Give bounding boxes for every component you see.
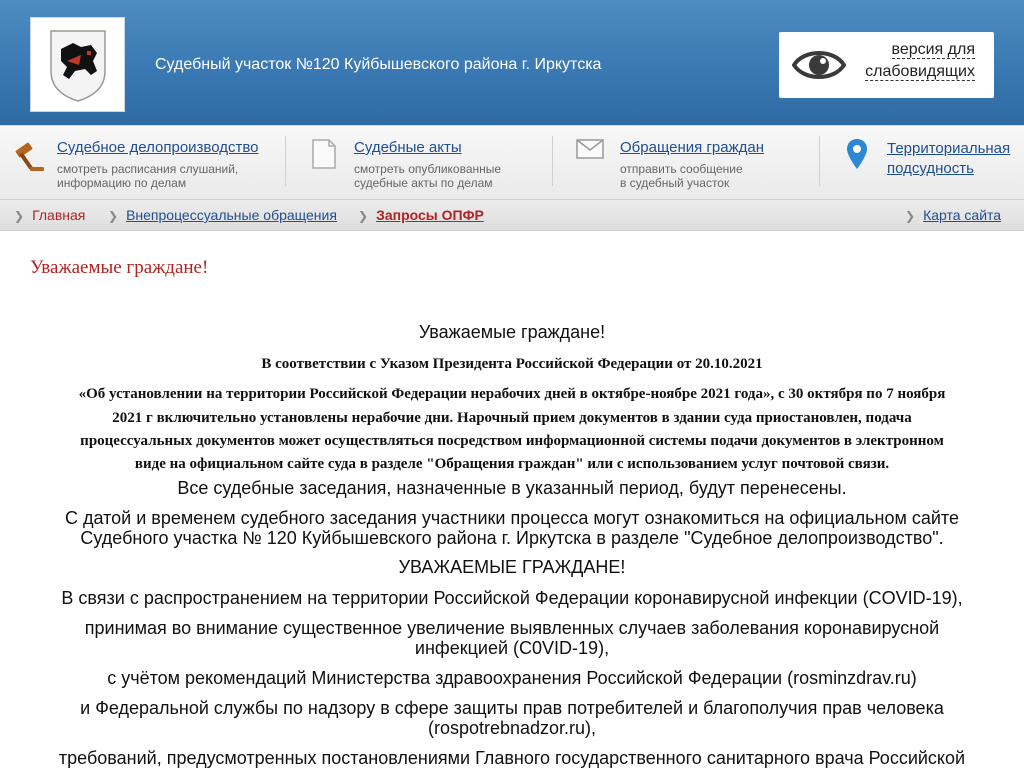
gavel-icon <box>12 140 46 174</box>
nav-divider <box>819 136 820 186</box>
notice-text: Судебного участка № 120 Куйбышевского района г. Иркутска в разделе "Судебное делопроизводство". <box>80 528 944 548</box>
notice-text: принимая во внимание существенное увеличение выявленных случаев заболевания коронавирусной <box>84 618 940 638</box>
breadcrumb-current[interactable]: ❯ Запросы ОПФР <box>358 207 484 223</box>
nav-judicial-proceedings-link[interactable]: Судебное делопроизводство <box>57 139 259 156</box>
notice-text: и Федеральной службы по надзору в сфере защиты прав потребителей и благополучия прав человека <box>80 698 944 718</box>
site-title: Судебный участок №120 Куйбышевского района г. Иркутска <box>155 56 602 73</box>
nav-judicial-proceedings-desc: смотреть расписания слушаний, информацию по делам <box>57 162 239 190</box>
envelope-icon <box>576 139 604 159</box>
eye-icon <box>792 45 846 85</box>
page-title: Уважаемые граждане! <box>30 257 209 278</box>
nav-citizen-appeals-link[interactable]: Обращения граждан <box>620 139 764 156</box>
low-vision-version-button[interactable] <box>779 32 994 98</box>
chevron-right-icon: ❯ <box>14 209 25 223</box>
nav-citizen-appeals-desc: отправить сообщение в судебный участок <box>620 162 743 190</box>
document-icon <box>311 138 337 170</box>
notice-heading: УВАЖАЕМЫЕ ГРАЖДАНЕ! <box>398 557 626 577</box>
notice-text: инфекцией (C0VID-19), <box>414 638 610 658</box>
site-header <box>0 0 1024 125</box>
notice-text: В соответствии с Указом Президента Российской Федерации от 20.10.2021 <box>261 356 763 372</box>
coat-of-arms-icon <box>47 27 109 103</box>
notice-text: (rospotrebnadzor.ru), <box>427 718 597 738</box>
nav-territorial-jurisdiction-link[interactable]: Территориальная подсудность <box>887 140 1011 177</box>
nav-divider <box>552 136 553 186</box>
coat-of-arms-logo[interactable] <box>30 17 125 112</box>
main-nav <box>0 125 1024 200</box>
nav-court-acts-link[interactable]: Судебные акты <box>354 139 462 156</box>
chevron-right-icon: ❯ <box>358 209 369 223</box>
breadcrumb-section[interactable]: ❯ Внепроцессуальные обращения <box>108 207 337 223</box>
notice-text: 2021 г включительно установлены нерабочие дни. Нарочный прием документов в здании суда приостановлен, подача <box>112 410 912 426</box>
notice-text: С датой и временем судебного заседания участники процесса могут ознакомиться на официальном сайте <box>65 508 959 528</box>
map-pin-icon <box>846 138 868 170</box>
breadcrumb-home[interactable]: ❯ Главная <box>14 207 86 223</box>
low-vision-label[interactable]: версия для слабовидящих <box>865 41 975 80</box>
notice-text: процессуальных документов может осуществляться посредством информационной системы подачи документов в электронном <box>80 433 944 449</box>
sitemap-link[interactable]: ❯ Карта сайта <box>905 207 1002 223</box>
notice-text: «Об установлении на территории Российской Федерации нерабочих дней в октябре-ноябре 2021 года», с 30 октября по 7 ноября <box>78 386 946 402</box>
breadcrumb <box>0 200 1024 231</box>
notice-text: В связи с распространением на территории Российской Федерации коронавирусной инфекции (COVID-19), <box>61 588 963 608</box>
notice-heading: Уважаемые граждане! <box>418 322 606 342</box>
nav-court-acts-desc: смотреть опубликованные судебные акты по делам <box>354 162 502 190</box>
notice-text: Все судебные заседания, назначенные в указанный период, будут перенесены. <box>177 478 847 498</box>
notice-text: с учётом рекомендаций Министерства здравоохранения Российской Федерации (rosminzdrav.ru) <box>107 668 917 688</box>
chevron-right-icon: ❯ <box>108 209 119 223</box>
notice-text: требований, предусмотренных постановлениями Главного государственного санитарного врача Российской <box>58 748 966 768</box>
notice-text: виде на официальном сайте суда в разделе "Обращения граждан" или с использованием услуг почтовой связи. <box>134 456 890 472</box>
chevron-right-icon: ❯ <box>905 209 916 223</box>
nav-divider <box>285 136 286 186</box>
